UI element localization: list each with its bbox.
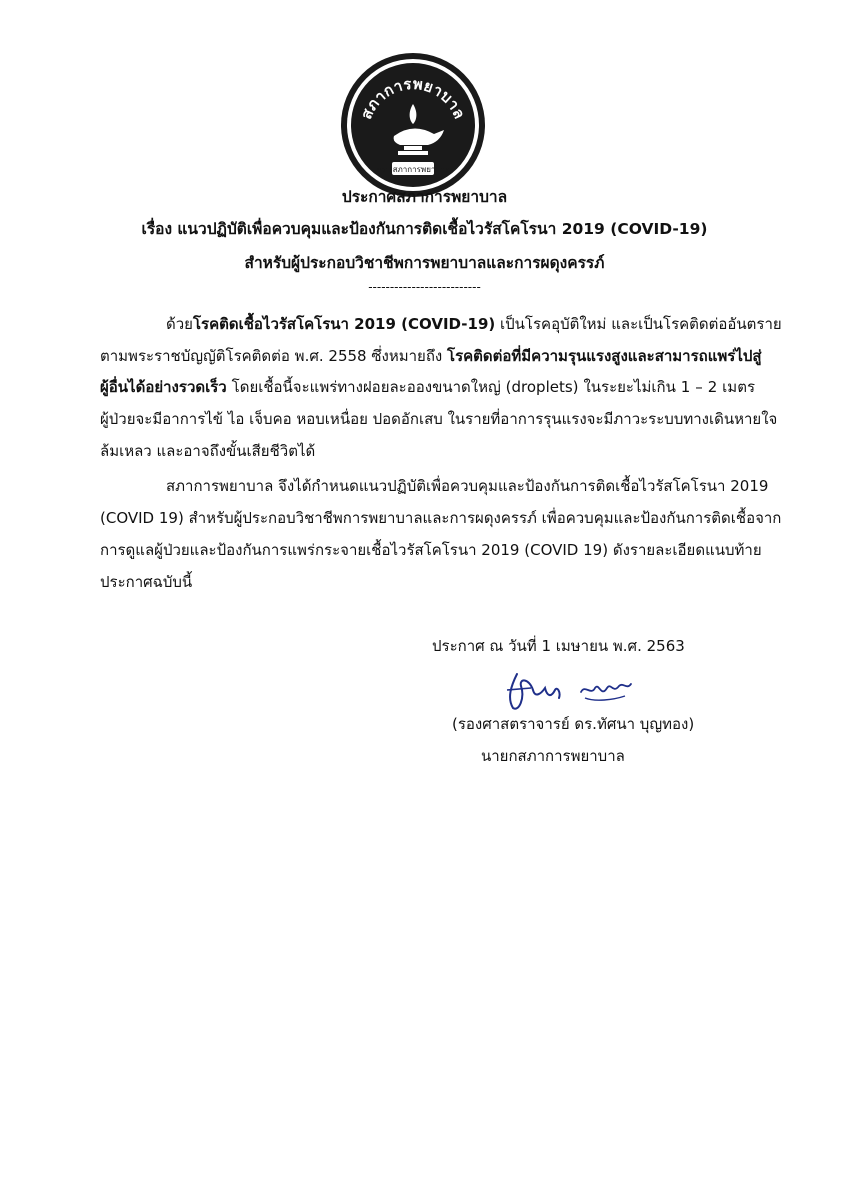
- para1-text: โดยเชื้อนี้จะแพร่ทางฝอยละอองขนาดใหญ่ (droplets) ในระยะไม่เกิน 1 – 2 เมตร: [226, 378, 755, 396]
- para2-line-4: ประกาศฉบับนี้: [100, 573, 193, 591]
- announcement-title: ประกาศสภาการพยาบาล: [341, 188, 508, 206]
- heading-divider: --------------------------: [368, 280, 481, 294]
- para1-text: เป็นโรคอุบัติใหม่ และเป็นโรคติดต่ออันตราย: [495, 315, 782, 333]
- council-seal-logo: [336, 50, 490, 200]
- para1-bold-text: โรคติดเชื้อไวรัสโคโรนา 2019 (COVID-19): [192, 315, 496, 333]
- para1-line-3: [100, 375, 755, 399]
- para1-text: ด้วย: [166, 315, 193, 333]
- seal-top-text: สภาการพยาบาล: [357, 74, 469, 122]
- para1-line-4: ผู้ป่วยจะมีอาการไข้ ไอ เจ็บคอ หอบเหนื่อย ปอดอักเสบ ในรายที่อาการรุนแรงจะมีภาวะระบบทางเดินหายใจ: [100, 410, 778, 428]
- signer-title: นายกสภาการพยาบาล: [481, 747, 625, 765]
- para2-line-1: สภาการพยาบาล จึงได้กำหนดแนวปฏิบัติเพื่อควบคุมและป้องกันการติดเชื้อไวรัสโคโรนา 2019: [166, 477, 769, 495]
- para2-line-3: การดูแลผู้ป่วยและป้องกันการแพร่กระจายเชื้อไวรัสโคโรนา 2019 (COVID 19) ดังรายละเอียดแนบท้าย: [100, 541, 762, 559]
- subject-line: เรื่อง แนวปฏิบัติเพื่อควบคุมและป้องกันการติดเชื้อไวรัสโคโรนา 2019 (COVID-19): [141, 220, 708, 238]
- announcement-date: ประกาศ ณ วันที่ 1 เมษายน พ.ศ. 2563: [432, 637, 685, 655]
- para1-line-5: ล้มเหลว และอาจถึงขั้นเสียชีวิตได้: [100, 442, 316, 460]
- para1-line-1: [166, 312, 782, 336]
- signature-image: [485, 668, 645, 714]
- audience-line: สำหรับผู้ประกอบวิชาชีพการพยาบาลและการผดุงครรภ์: [244, 254, 605, 272]
- seal-bottom-text: ตรา สภาการพยาบาล: [376, 165, 450, 174]
- para1-bold-text: ผู้อื่นได้อย่างรวดเร็ว: [100, 378, 227, 396]
- para1-text: ตามพระราชบัญญัติโรคติดต่อ พ.ศ. 2558 ซึ่งหมายถึง: [100, 347, 448, 365]
- para1-line-2: [100, 344, 762, 368]
- para1-bold-text: โรคติดต่อที่มีความรุนแรงสูงและสามารถแพร่ไปสู่: [447, 347, 762, 365]
- para2-line-2: (COVID 19) สำหรับผู้ประกอบวิชาชีพการพยาบาลและการผดุงครรภ์ เพื่อควบคุมและป้องกันการติดเชื้อจาก: [100, 509, 782, 527]
- signer-name: (รองศาสตราจารย์ ดร.ทัศนา บุญทอง): [452, 715, 695, 733]
